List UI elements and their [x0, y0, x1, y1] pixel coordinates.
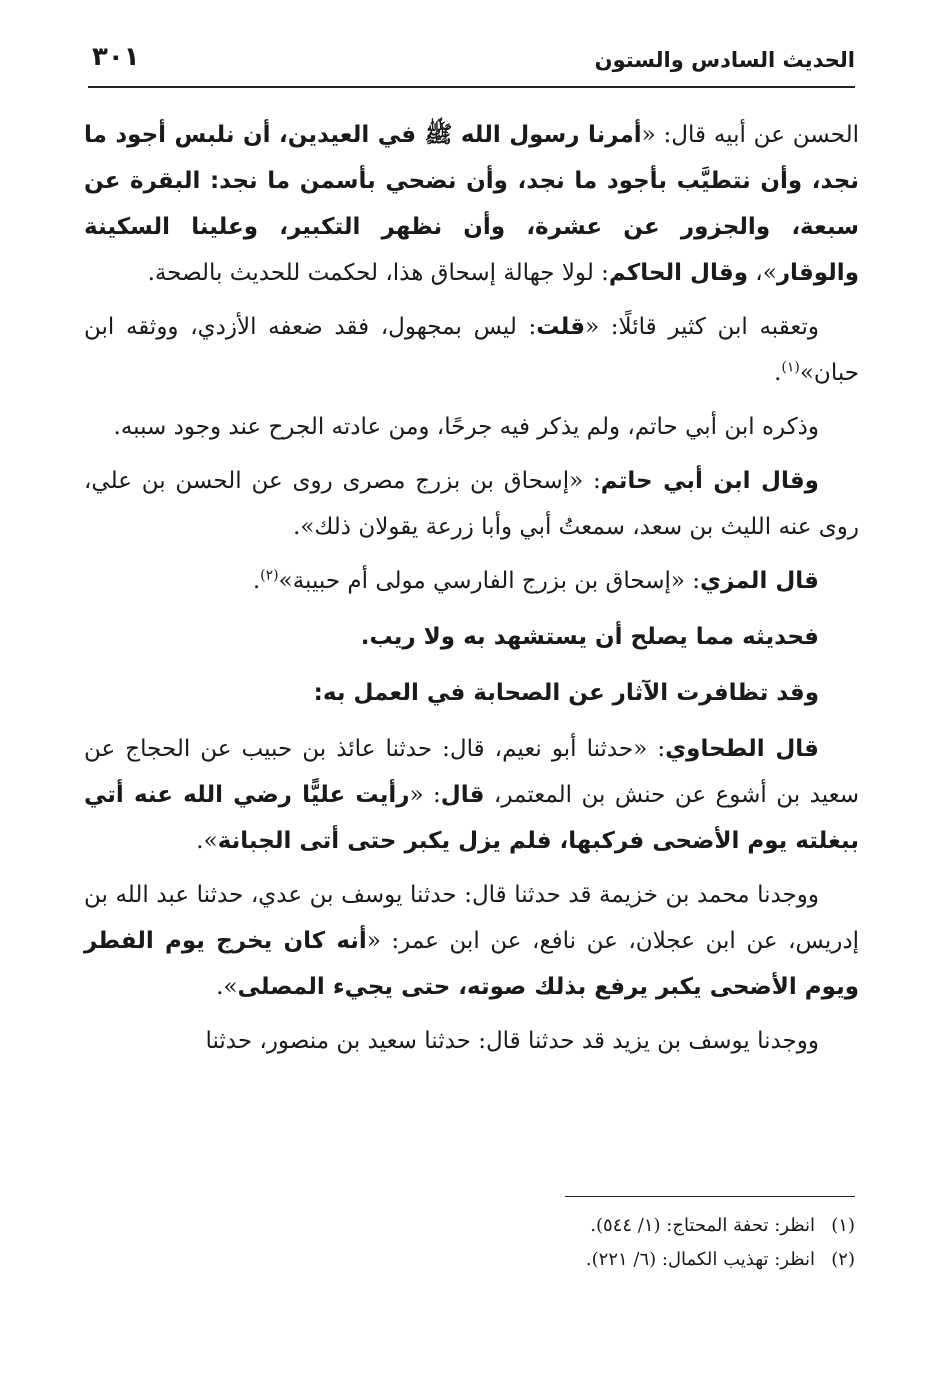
text-run: : «حدثنا أبو نعيم، قال: حدثنا عائذ بن حبيب عن الحجاج عن سعيد بن أشوع عن حنش بن المعتمر،	[84, 736, 860, 808]
footnote-1	[84, 1209, 855, 1243]
text-run: الحسن عن أبيه قال: «	[641, 122, 859, 148]
main-text	[84, 112, 859, 1072]
bold-text-run: وقد تظافرت الآثار عن الصحابة في العمل به:	[313, 680, 819, 706]
text-run: .	[252, 568, 261, 594]
paragraph-9	[84, 872, 859, 1010]
text-run: .	[774, 360, 782, 386]
text-run: ».	[216, 974, 238, 1000]
text-run: : لولا جهالة إسحاق هذا، لحكمت للحديث بالصحة.	[147, 260, 609, 286]
bold-text-run: وقال ابن أبي حاتم	[600, 468, 819, 494]
footnote-text: انظر: تهذيب الكمال: (٦/ ٢٢١).	[585, 1249, 815, 1270]
bold-text-run: قلت	[536, 314, 586, 340]
page-number: ٣٠١	[92, 42, 140, 72]
paragraph-5	[84, 558, 859, 604]
text-run: ووجدنا يوسف بن يزيد قد حدثنا قال: حدثنا سعيد بن منصور، حدثنا	[205, 1028, 819, 1054]
text-run: »،	[748, 260, 777, 286]
bold-text-run: فحديثه مما يصلح أن يستشهد به ولا ريب.	[360, 624, 819, 650]
paragraph-6	[84, 614, 859, 660]
text-run: وذكره ابن أبي حاتم، ولم يذكر فيه جرحًا، ومن عادته الجرح عند وجود سببه.	[113, 414, 819, 440]
footnote-number: (١)	[831, 1215, 855, 1236]
paragraph-4	[84, 458, 859, 550]
bold-text-run: قال	[440, 782, 485, 808]
footnotes	[84, 1196, 855, 1277]
bold-text-run: رأيت عليًّا رضي الله عنه أتي ببغلته يوم الأضحى فركبها، فلم يزل يكبر حتى أتى الجبانة	[84, 782, 859, 854]
text-run: : «إسحاق بن بزرج مصرى روى عن الحسن بن علي، روى عنه الليث بن سعد، سمعتُ أبي وأبا زرعة يقولان ذلك».	[84, 468, 859, 540]
paragraph-7	[84, 670, 859, 716]
paragraph-8	[84, 726, 859, 864]
footnote-text: انظر: تحفة المحتاج: (١/ ٥٤٤).	[590, 1215, 815, 1236]
bold-text-run: وقال الحاكم	[608, 260, 748, 286]
footnote-marker: (٢)	[260, 567, 279, 584]
footnote-2	[84, 1243, 855, 1277]
text-run: : «إسحاق بن بزرج الفارسي مولى أم حبيبة»	[278, 568, 700, 594]
running-title: الحديث السادس والستون	[594, 48, 855, 72]
text-run: ووجدنا محمد بن خزيمة قد حدثنا قال: حدثنا يوسف بن عدي، حدثنا عبد الله بن إدريس، عن ابن عجلان، عن نافع، عن ابن عمر: «	[84, 882, 859, 954]
paragraph-2	[84, 304, 859, 396]
text-run: ».	[196, 828, 218, 854]
bold-text-run: قال الطحاوي	[665, 736, 819, 762]
text-run: : ليس بمجهول، فقد ضعفه الأزدي، ووثقه ابن حبان»	[84, 314, 859, 386]
footnote-divider	[565, 1196, 855, 1197]
text-run: : «	[409, 782, 441, 808]
page-header	[88, 36, 855, 88]
footnote-marker: (١)	[781, 359, 800, 376]
text-run: وتعقبه ابن كثير قائلًا: «	[585, 314, 819, 340]
paragraph-10	[84, 1018, 859, 1064]
bold-text-run: قال المزي	[700, 568, 819, 594]
bold-text-run: أمرنا رسول الله ﷺ في العيدين، أن نلبس أجود ما نجد، وأن نتطيَّب بأجود ما نجد، وأن نضحي بأسمن ما نجد: البقرة عن سبعة، والجزور عن عشرة، وأن نظهر التكبير، وعلينا السكينة والوقار	[84, 122, 859, 286]
paragraph-1	[84, 112, 859, 296]
bold-text-run: أنه كان يخرج يوم الفطر ويوم الأضحى يكبر يرفع بذلك صوته، حتى يجيء المصلى	[84, 928, 859, 1000]
footnote-number: (٢)	[831, 1249, 855, 1270]
paragraph-3	[84, 404, 859, 450]
